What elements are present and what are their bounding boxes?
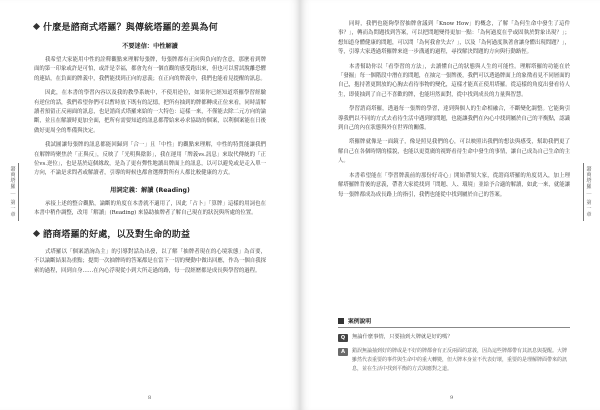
case-study-header: [338, 316, 570, 328]
body-paragraph: 塔羅牌就像是一面鏡子，像是照見我們的心，可以映照出我們的想法與感受，幫助我們更了解自己在各個時期的樣貌，也能以更寬廣的視野看待生命中發生的事情，讓自己成為自己生命的主人。: [338, 139, 570, 165]
square-bullet-icon: [338, 318, 344, 324]
body-paragraph: 我希望大家能用中性的詮釋觀點來理解每張牌，每張牌都有正向與負向的含意，那麼看到牌面的第一印象或許是可怕，或許是幸福，都會先有一個直觀的感受跑出來，但也可以嘗試脫離恐懼的連結，在負面的牌義中，我們能找到正向的意義；在正向的牌義中，我們也能看見提醒的訊息。: [34, 57, 266, 82]
section-heading: [34, 20, 266, 33]
section-title-2: 諮商塔羅的好處，以及對生命的助益: [43, 229, 191, 240]
section-title: 什麼是諮商式塔羅？與傳統塔羅的差異為何: [43, 23, 218, 33]
case-question: [338, 333, 570, 342]
diamond-bullet-icon: [33, 230, 40, 237]
case-study-title: 案例說明: [348, 319, 372, 325]
left-page-content: [34, 20, 266, 281]
body-paragraph: 承接上述的整合觀點，論斷的角度在本書就不適用了，因此「占卜」「算牌」這樣的用詞也在本書中稍作調整，改用「解讀」(Reading) 來協助抽牌者了解自己現在的狀況與所處的位置。: [34, 200, 266, 217]
case-study-box: [338, 316, 570, 374]
chapter-side-tab: 諮商塔羅 ｜ 第一章: [583, 163, 594, 221]
diamond-bullet-icon: [33, 23, 40, 30]
right-page-content: [338, 20, 570, 205]
page-number: 8: [148, 395, 152, 401]
answer-badge-icon: A: [338, 348, 348, 356]
body-paragraph: 同時，我們也能夠學習抽牌會議到「Know How」的概念，了解「為何生命中發生了這件事？」，轉而為問題找到答案，可以把問題變得更加一點：「為何過度在乎或固執於對象出現？」；想知道身體健康的問題，可以問「為何我會失去？」，以及「為何過度執著會讓身體出現問題？」，等，引導大家透過塔羅牌來進一步溝通的過程，尋找解決問題的方向與行動路徑。: [338, 21, 570, 56]
body-paragraph: 因此，在本書的學習內容以及我的教學系統中，不使用逆位，如果你已經知道塔羅學習經驗有逆位的話，我們希望你們可以暫時放下既有的記憶，把所有抽到的牌都轉成正位來看，同時請解讀者預留正反兩面的訊息，也是諮商式塔羅來給的一大特色：這樣一來，不僅能去除二元方向的論斷，並且在解讀時更加全面，把所有需要知道的訊息都帶給來尋求協助的個案，以利個案能在日後做好更周全的準備與決定。: [34, 90, 266, 134]
question-badge-icon: Q: [338, 334, 348, 342]
case-answer-text: 錯誤無論抽到好的牌或是不好的牌都會有正反兩面的意義，因為這些牌都帶有其訊息與提醒。大牌雖然代表重要的事件與生命中的重大轉變，但大牌本身並不代表好壞，重要的是理解牌面帶來的訊息，並在生活中找到平衡的方式與應對之道。: [352, 348, 568, 372]
case-answer: [338, 347, 570, 374]
subheading-reading-definition: 用詞定義：解讀 (Reading): [110, 186, 190, 194]
body-paragraph: 式塔羅以「個案諮詢為主」的引導對話為出發，以了解「抽牌者現在的心境狀態」為首要，不以論斷結果為重點；提問一次抽牌時的答案都是在當下一切的變動中做出回應，作為一個自我探索的過程，回到自身……在內心浮現從小到大所走過的路，每一段經歷都是成長與學習的過程。: [34, 248, 266, 274]
page-number: 9: [450, 395, 454, 401]
right-page: [300, 0, 600, 410]
subheading-neutral-reading: 不要迷信：中性解讀: [122, 43, 178, 50]
section-heading-2: [34, 227, 266, 240]
body-paragraph: 本書幫助你以「看學習的方法」，去讀懂自己的狀態與人生的可能性。理解塔羅的功能在於「發掘」每一個階段中潛在的問題，在抽完一張牌後，我們可以透過牌面上的象徵看見不同層面的自己，抱持著更開放的心胸去看待事物的變化，這樣才能真正使用塔羅。從這樣的角度出發看待人生，即使抽到了自己不喜歡的牌，也能坦然面對，從中找到成長的力量與智慧。: [338, 63, 570, 98]
body-paragraph: 學習諮商塔羅，透過每一張牌的學習，達到與個人的生命相融合，不斷變化調整。它能夠引導我們以不同的方式去看待生活中遇到的問題，也能讓我們在內心中找到屬於自己的平衡點，認識到自己的內在狀態與外在世界的關係。: [338, 106, 570, 132]
body-paragraph: 本書希望能在「學習牌義前的那份好奇心」開始帶領大家，從諮商塔羅的角度切入，加上理解塔羅牌背後的意義，帶著大家從找到「問題、人、環境」並給予合適的解讀，如此一來，就能讓每一張牌都成為成長路上的指引，我們也能從中找到屬於自己的答案。: [338, 172, 570, 198]
case-question-text: 無論什麼事情，只要抽到大牌就是好的嗎？: [352, 334, 453, 340]
chapter-side-tab: 諮商塔羅 ｜ 第一章: [8, 163, 19, 221]
body-paragraph: 我試圖讓每張牌的訊息都能回歸到「合一」且「中性」的觀點來理解，中性的特質能讓我們在解牌時聚焦於「正與反」，反映了「光明與陰影」，我在運用「牌義vs.訊息」來取代傳統的「正位vs.逆位」，也是基於這個緣故，是為了更有彈性地讀出牌面上的訊息，以可以避免或是走入單一方向，不論是求問者或解讀者，引導的時候也都會選擇對所有人都比較健康的方式。: [34, 142, 266, 177]
